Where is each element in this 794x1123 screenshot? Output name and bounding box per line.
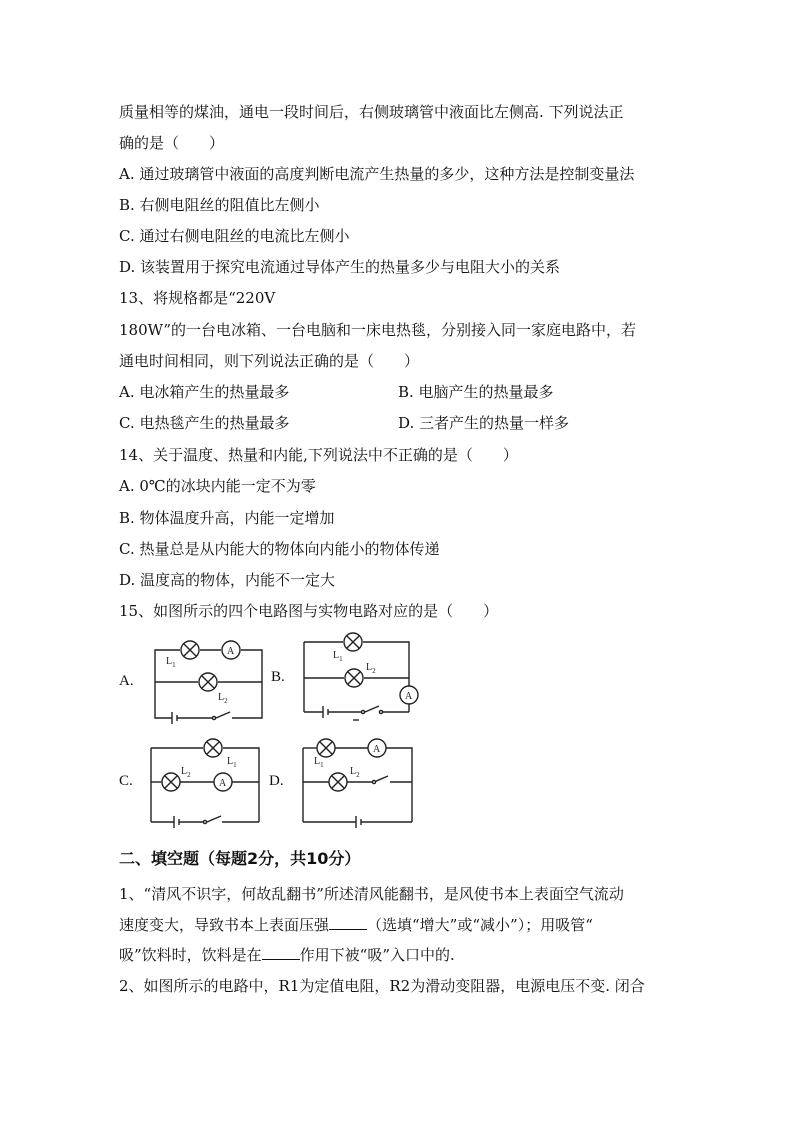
fill-q1-line2-pre: 速度变大，导致书本上表面压强 xyxy=(119,916,330,934)
q12-option-c: C. 通过右侧电阻丝的电流比左侧小 xyxy=(119,227,350,245)
q15-stem: 15、如图所示的四个电路图与实物电路对应的是（ ） xyxy=(119,602,499,620)
fill-q1-line3 xyxy=(119,945,455,965)
label-l1: $L_1$ xyxy=(166,656,176,669)
q15-label-d: D. xyxy=(269,773,284,789)
q13-stem-line2: 180W”的一台电冰箱、一台电脑和一床电热毯，分别接入同一家庭电路中，若 xyxy=(119,321,636,339)
ammeter-symbol: A xyxy=(219,778,227,789)
q14-option-d: D. 温度高的物体，内能不一定大 xyxy=(119,571,336,589)
fill-q2-line1: 2、如图所示的电路中，R1为定值电阻，R2为滑动变阻器，电源电压不变. 闭合 xyxy=(119,977,645,995)
ammeter-icon xyxy=(214,773,232,791)
lamp-l1-icon xyxy=(317,739,335,757)
circuit-diagram-c xyxy=(147,736,267,830)
ammeter-symbol: A xyxy=(227,646,235,657)
lamp-l1-icon xyxy=(204,739,222,757)
q14-stem: 14、关于温度、热量和内能,下列说法中不正确的是（ ） xyxy=(119,446,518,464)
circuit-diagram-d xyxy=(298,736,418,830)
q13-option-d: D. 三者产生的热量一样多 xyxy=(398,414,570,432)
q12-stem-line1: 质量相等的煤油，通电一段时间后，右侧玻璃管中液面比左侧高. 下列说法正 xyxy=(119,103,624,121)
q13-option-b: B. 电脑产生的热量最多 xyxy=(398,383,554,401)
ammeter-symbol: A xyxy=(405,691,413,702)
q13-option-a: A. 电冰箱产生的热量最多 xyxy=(119,383,290,401)
section-heading-fill-in: 二、填空题（每题2分，共10分） xyxy=(119,849,361,868)
circuit-diagram-b xyxy=(299,630,421,726)
q12-option-d: D. 该装置用于探究电流通过导体产生的热量多少与电阻大小的关系 xyxy=(119,258,561,276)
label-l1: $L_1$ xyxy=(314,756,324,769)
q13-option-c: C. 电热毯产生的热量最多 xyxy=(119,414,290,432)
lamp-l1-icon xyxy=(181,641,199,659)
q12-option-b: B. 右侧电阻丝的阻值比左侧小 xyxy=(119,196,320,214)
fill-q1-line3-post: 作用下被“吸”入口中的. xyxy=(299,946,455,964)
circuit-diagram-a xyxy=(150,638,270,722)
answer-blank-1[interactable] xyxy=(329,915,367,930)
q15-label-b: B. xyxy=(271,669,285,685)
q12-stem-line2: 确的是（ ） xyxy=(119,134,225,152)
fill-q1-line2 xyxy=(119,915,593,935)
lamp-l2-icon xyxy=(199,673,217,691)
fill-q1-line3-pre: 吸”饮料时，饮料是在 xyxy=(119,946,262,964)
q15-label-a: A. xyxy=(119,673,134,689)
q13-stem-line3: 通电时间相同，则下列说法正确的是（ ） xyxy=(119,352,420,370)
q12-option-a: A. 通过玻璃管中液面的高度判断电流产生热量的多少，这种方法是控制变量法 xyxy=(119,165,635,183)
q14-option-a: A. 0℃的冰块内能一定不为零 xyxy=(119,477,316,495)
fill-q1-line2-post: （选填“增大”或“减小”）；用吸管“ xyxy=(367,916,593,934)
q14-option-b: B. 物体温度升高，内能一定增加 xyxy=(119,509,335,527)
q14-option-c: C. 热量总是从内能大的物体向内能小的物体传递 xyxy=(119,540,440,558)
lamp-l1-icon xyxy=(344,633,362,651)
lamp-l2-icon xyxy=(345,669,363,687)
label-l2: $L_2$ xyxy=(181,766,191,779)
ammeter-icon xyxy=(368,739,386,757)
ammeter-symbol: A xyxy=(373,744,381,755)
lamp-l2-icon xyxy=(162,773,180,791)
ammeter-icon xyxy=(400,686,418,704)
q13-stem-line1: 13、将规格都是“220V xyxy=(119,289,276,307)
q15-label-c: C. xyxy=(119,773,133,789)
lamp-l2-icon xyxy=(329,773,347,791)
label-l1: $L_1$ xyxy=(333,650,343,663)
ammeter-icon xyxy=(222,641,240,659)
label-l2: $L_2$ xyxy=(350,766,360,779)
answer-blank-2[interactable] xyxy=(262,945,300,960)
label-l1: $L_1$ xyxy=(227,756,237,769)
label-l2: $L_2$ xyxy=(366,662,376,675)
label-l2: $L_2$ xyxy=(218,692,228,705)
fill-q1-line1: 1、“清风不识字，何故乱翻书”所述清风能翻书，是风使书本上表面空气流动 xyxy=(119,885,624,903)
